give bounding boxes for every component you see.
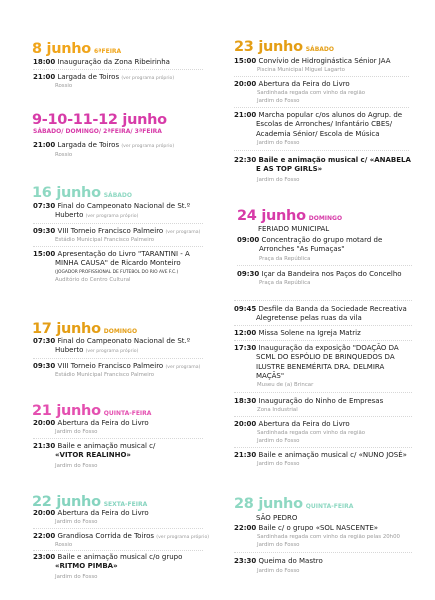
event-time: 07:30 <box>33 202 56 210</box>
divider <box>234 416 412 417</box>
event-text: ILUSTRE BENEMÉRITA DRA. DELMIRA <box>256 362 385 371</box>
event <box>33 141 174 151</box>
event <box>33 227 200 237</box>
event-time: 21:30 <box>33 442 56 450</box>
weekday: QUINTA-FEIRA <box>305 503 354 510</box>
event <box>33 509 149 518</box>
divider <box>33 246 203 247</box>
event-text: «RITMO PIMBA» <box>55 562 118 571</box>
event <box>33 58 170 67</box>
event-location: Praça da República <box>259 256 311 262</box>
event-text: Huberto <box>55 211 84 220</box>
event-location: Jardim do Fosso <box>257 461 300 467</box>
divider <box>33 528 203 529</box>
event-location: Jardim do Fosso <box>257 98 300 104</box>
event-text: Largada de Toiros <box>57 73 120 81</box>
event <box>33 73 174 83</box>
event <box>33 532 209 542</box>
event-text: Apresentação do Livro "TARANTINI - A <box>57 250 190 258</box>
event-time: 20:00 <box>234 80 257 88</box>
event <box>234 557 323 566</box>
event-location: Rossio <box>55 542 73 548</box>
date-heading-23 <box>234 36 334 55</box>
weekday: SEXTA-FEIRA <box>103 501 148 508</box>
event-text: Final do Campeonato Nacional de St.º <box>57 337 191 345</box>
event-time: 09:45 <box>234 305 257 313</box>
event-location: Sardinhada regada com vinho da região <box>257 430 366 436</box>
event-text: Inauguração da Zona Ribeirinha <box>57 58 170 66</box>
event-location: Jardim do Fosso <box>257 177 300 183</box>
event-time: 20:00 <box>234 420 257 428</box>
event-note: (ver programa próprio) <box>121 76 175 81</box>
event-note: (ver programa) <box>165 230 201 235</box>
date-heading-8 <box>32 38 121 57</box>
event-text: Missa Solene na Igreja Matriz <box>258 329 361 337</box>
event <box>234 397 383 406</box>
divider <box>234 107 409 108</box>
divider <box>33 438 203 439</box>
event-text: MINHA CAUSA" de Ricardo Monteiro <box>55 259 181 268</box>
divider <box>33 69 203 70</box>
event-note: (ver programa próprio) <box>85 214 139 220</box>
event-time: 09:30 <box>33 362 56 370</box>
event-text: Inauguração do Ninho de Empresas <box>258 397 384 405</box>
weekday: QUINTA-FEIRA <box>103 410 152 417</box>
weekdays: SÁBADO/ DOMINGO/ 2ªFEIRA/ 3ªFEIRA <box>33 128 162 135</box>
event-note: (JOGADOR PROFISSIONAL DE FUTEBOL DO RIO AVE F.C.) <box>55 270 179 275</box>
weekday: SÁBADO <box>305 46 334 53</box>
event-text: VIII Torneio Francisco Palmeiro <box>57 227 164 235</box>
event <box>234 305 407 324</box>
event-time: 23:30 <box>234 557 257 565</box>
event <box>234 524 378 533</box>
event <box>33 419 149 428</box>
event-text: Alegretense pelas ruas da vila <box>256 314 362 323</box>
event-location: Sardinhada regada com vinho da região pelas 20h00 <box>257 534 400 540</box>
event-time: 22:00 <box>234 524 257 532</box>
divider <box>33 223 203 224</box>
date-heading-28 <box>234 493 353 512</box>
event-text: Largada de Toiros <box>57 141 120 149</box>
event-note: (ver programa) <box>165 365 201 370</box>
event-time: 20:00 <box>33 419 56 427</box>
day: 17 junho <box>32 321 101 337</box>
event <box>237 236 382 255</box>
event <box>234 420 350 429</box>
event-location: Jardim do Fosso <box>55 429 98 435</box>
event-location: Jardim do Fosso <box>257 140 300 146</box>
event <box>237 270 402 279</box>
date-heading-16 <box>32 182 132 201</box>
day: 22 junho <box>32 494 101 510</box>
divider <box>234 552 412 553</box>
event-location: Estádio Municipal Francisco Palmeiro <box>55 237 155 243</box>
event-location: Rossio <box>55 83 73 89</box>
event-text: Escolas de Arronches/ Infantário CBES/ <box>256 120 393 129</box>
event-text: Abertura da Feira do Livro <box>258 80 350 88</box>
event-location: Jardim do Fosso <box>55 574 98 580</box>
date-heading-21 <box>32 400 151 419</box>
divider <box>237 265 412 266</box>
event-text: VIII Torneio Francisco Palmeiro <box>57 362 164 370</box>
event-note: (ver programa próprio) <box>156 535 210 540</box>
weekday: DOMINGO <box>308 215 343 222</box>
event-text: Academia Sénior/ Escola de Música <box>256 129 380 138</box>
event-text: Abertura da Feira do Livro <box>57 419 149 427</box>
event-text: Baile e animação musical c/o grupo <box>57 553 183 561</box>
event-text: Grandiosa Corrida de Toiros <box>57 532 155 540</box>
event-location: Jardim do Fosso <box>257 438 300 444</box>
event-text: Queima do Mastro <box>258 557 323 565</box>
event-time: 15:00 <box>234 57 257 65</box>
day: 28 junho <box>234 496 303 512</box>
divider <box>234 325 412 326</box>
event-text: Desfile da Banda da Sociedade Recreativa <box>258 305 407 313</box>
event <box>33 250 190 269</box>
event-text: SCML DO ESPÓLIO DE BRINQUEDOS DA <box>256 353 395 362</box>
event-time: 12:00 <box>234 329 257 337</box>
date-heading-9-12 <box>32 109 167 128</box>
event-location: Piscina Municipal Miguel Lagarto <box>257 67 345 73</box>
section-title: FERIADO MUNICIPAL <box>258 225 330 233</box>
divider <box>234 150 409 151</box>
event-text: Baile e animação musical c/ <box>57 442 156 450</box>
event-location: Estádio Municipal Francisco Palmeiro <box>55 372 155 378</box>
event-time: 20:00 <box>33 509 56 517</box>
divider <box>33 550 203 551</box>
event-time: 17:30 <box>234 344 257 352</box>
event-location: Museu de (a) Brincar <box>257 382 314 388</box>
event <box>234 344 399 382</box>
event-text: Baile e animação musical c/ «NUNO JOSÉ» <box>258 451 407 459</box>
day: 9-10-11-12 junho <box>32 112 167 128</box>
event-time: 21:00 <box>234 111 257 119</box>
event-location: Jardim do Fosso <box>257 542 300 548</box>
event-text: Abertura da Feira do Livro <box>57 509 149 517</box>
event-time: 21:00 <box>33 141 56 149</box>
event-note: (ver programa próprio) <box>121 144 175 149</box>
event-time: 22:00 <box>33 532 56 540</box>
event-location: Sardinhada regada com vinho da região <box>257 90 366 96</box>
event <box>234 156 411 175</box>
event-text: E AS TOP GIRLS» <box>256 165 323 174</box>
event <box>33 202 190 222</box>
event-text: Inauguração da exposição "DOAÇÃO DA <box>258 344 399 352</box>
event <box>234 111 402 139</box>
event <box>33 553 182 572</box>
event <box>33 362 200 372</box>
event-location: Jardim do Fosso <box>55 519 98 525</box>
divider <box>234 340 412 341</box>
divider <box>234 392 412 393</box>
event-text: Marcha popular c/os alunos do Agrup. de <box>258 111 403 119</box>
day: 21 junho <box>32 403 101 419</box>
event <box>234 57 391 66</box>
event-location: Jardim do Fosso <box>55 463 98 469</box>
event-time: 09:30 <box>33 227 56 235</box>
divider <box>33 358 203 359</box>
event-text: Abertura da Feira do Livro <box>258 420 350 428</box>
event <box>33 442 155 461</box>
event-location: Jardim do Fosso <box>257 568 300 574</box>
day: 16 junho <box>32 185 101 201</box>
event-time: 21:30 <box>234 451 257 459</box>
event-text: Baile e animação musical c/ «ANABELA <box>258 156 411 164</box>
date-heading-17 <box>32 318 137 337</box>
event-time: 22:30 <box>234 156 257 164</box>
event <box>234 80 350 89</box>
section-title: SÃO PEDRO <box>256 514 298 522</box>
event-text: Içar da Bandeira nos Paços do Concelho <box>261 270 402 278</box>
event-text: «VITOR REALINHO» <box>55 451 131 460</box>
event-time: 09:30 <box>237 270 260 278</box>
event-location: Praça da República <box>259 280 311 286</box>
event-note: (ver programa próprio) <box>85 349 139 355</box>
event-time: 18:00 <box>33 58 56 66</box>
event-location: Zona Industrial <box>257 407 298 413</box>
event-time: 21:00 <box>33 73 56 81</box>
weekday: DOMINGO <box>103 328 138 335</box>
event-text: Concentração do grupo motard de <box>261 236 383 244</box>
day: 23 junho <box>234 39 303 55</box>
event-time: 23:00 <box>33 553 56 561</box>
event-text: Huberto <box>55 346 84 355</box>
event <box>234 451 407 460</box>
event-time: 18:30 <box>234 397 257 405</box>
day: 24 junho <box>237 208 306 224</box>
date-heading-24 <box>237 205 342 224</box>
event-location: Rossio <box>55 152 73 158</box>
event-text: Convívio de Hidroginástica Sénior JAA <box>258 57 391 65</box>
event-location: Auditório do Centro Cultural <box>55 277 131 283</box>
divider <box>234 76 409 77</box>
weekday: 6ªFEIRA <box>93 48 122 55</box>
event-text: Baile c/ o grupo «SOL NASCENTE» <box>258 524 379 532</box>
event <box>33 337 190 357</box>
divider <box>234 300 412 301</box>
event-time: 15:00 <box>33 250 56 258</box>
event-time: 09:00 <box>237 236 260 244</box>
day: 8 junho <box>32 41 91 57</box>
event <box>234 329 361 338</box>
event-time: 07:30 <box>33 337 56 345</box>
event-text: Arronches "As Fumaças" <box>259 245 345 254</box>
date-heading-22 <box>32 491 147 510</box>
event-text: MAÇÃS" <box>256 372 285 381</box>
weekday: SÁBADO <box>103 192 132 199</box>
event-text: Final do Campeonato Nacional de St.º <box>57 202 191 210</box>
divider <box>234 447 412 448</box>
